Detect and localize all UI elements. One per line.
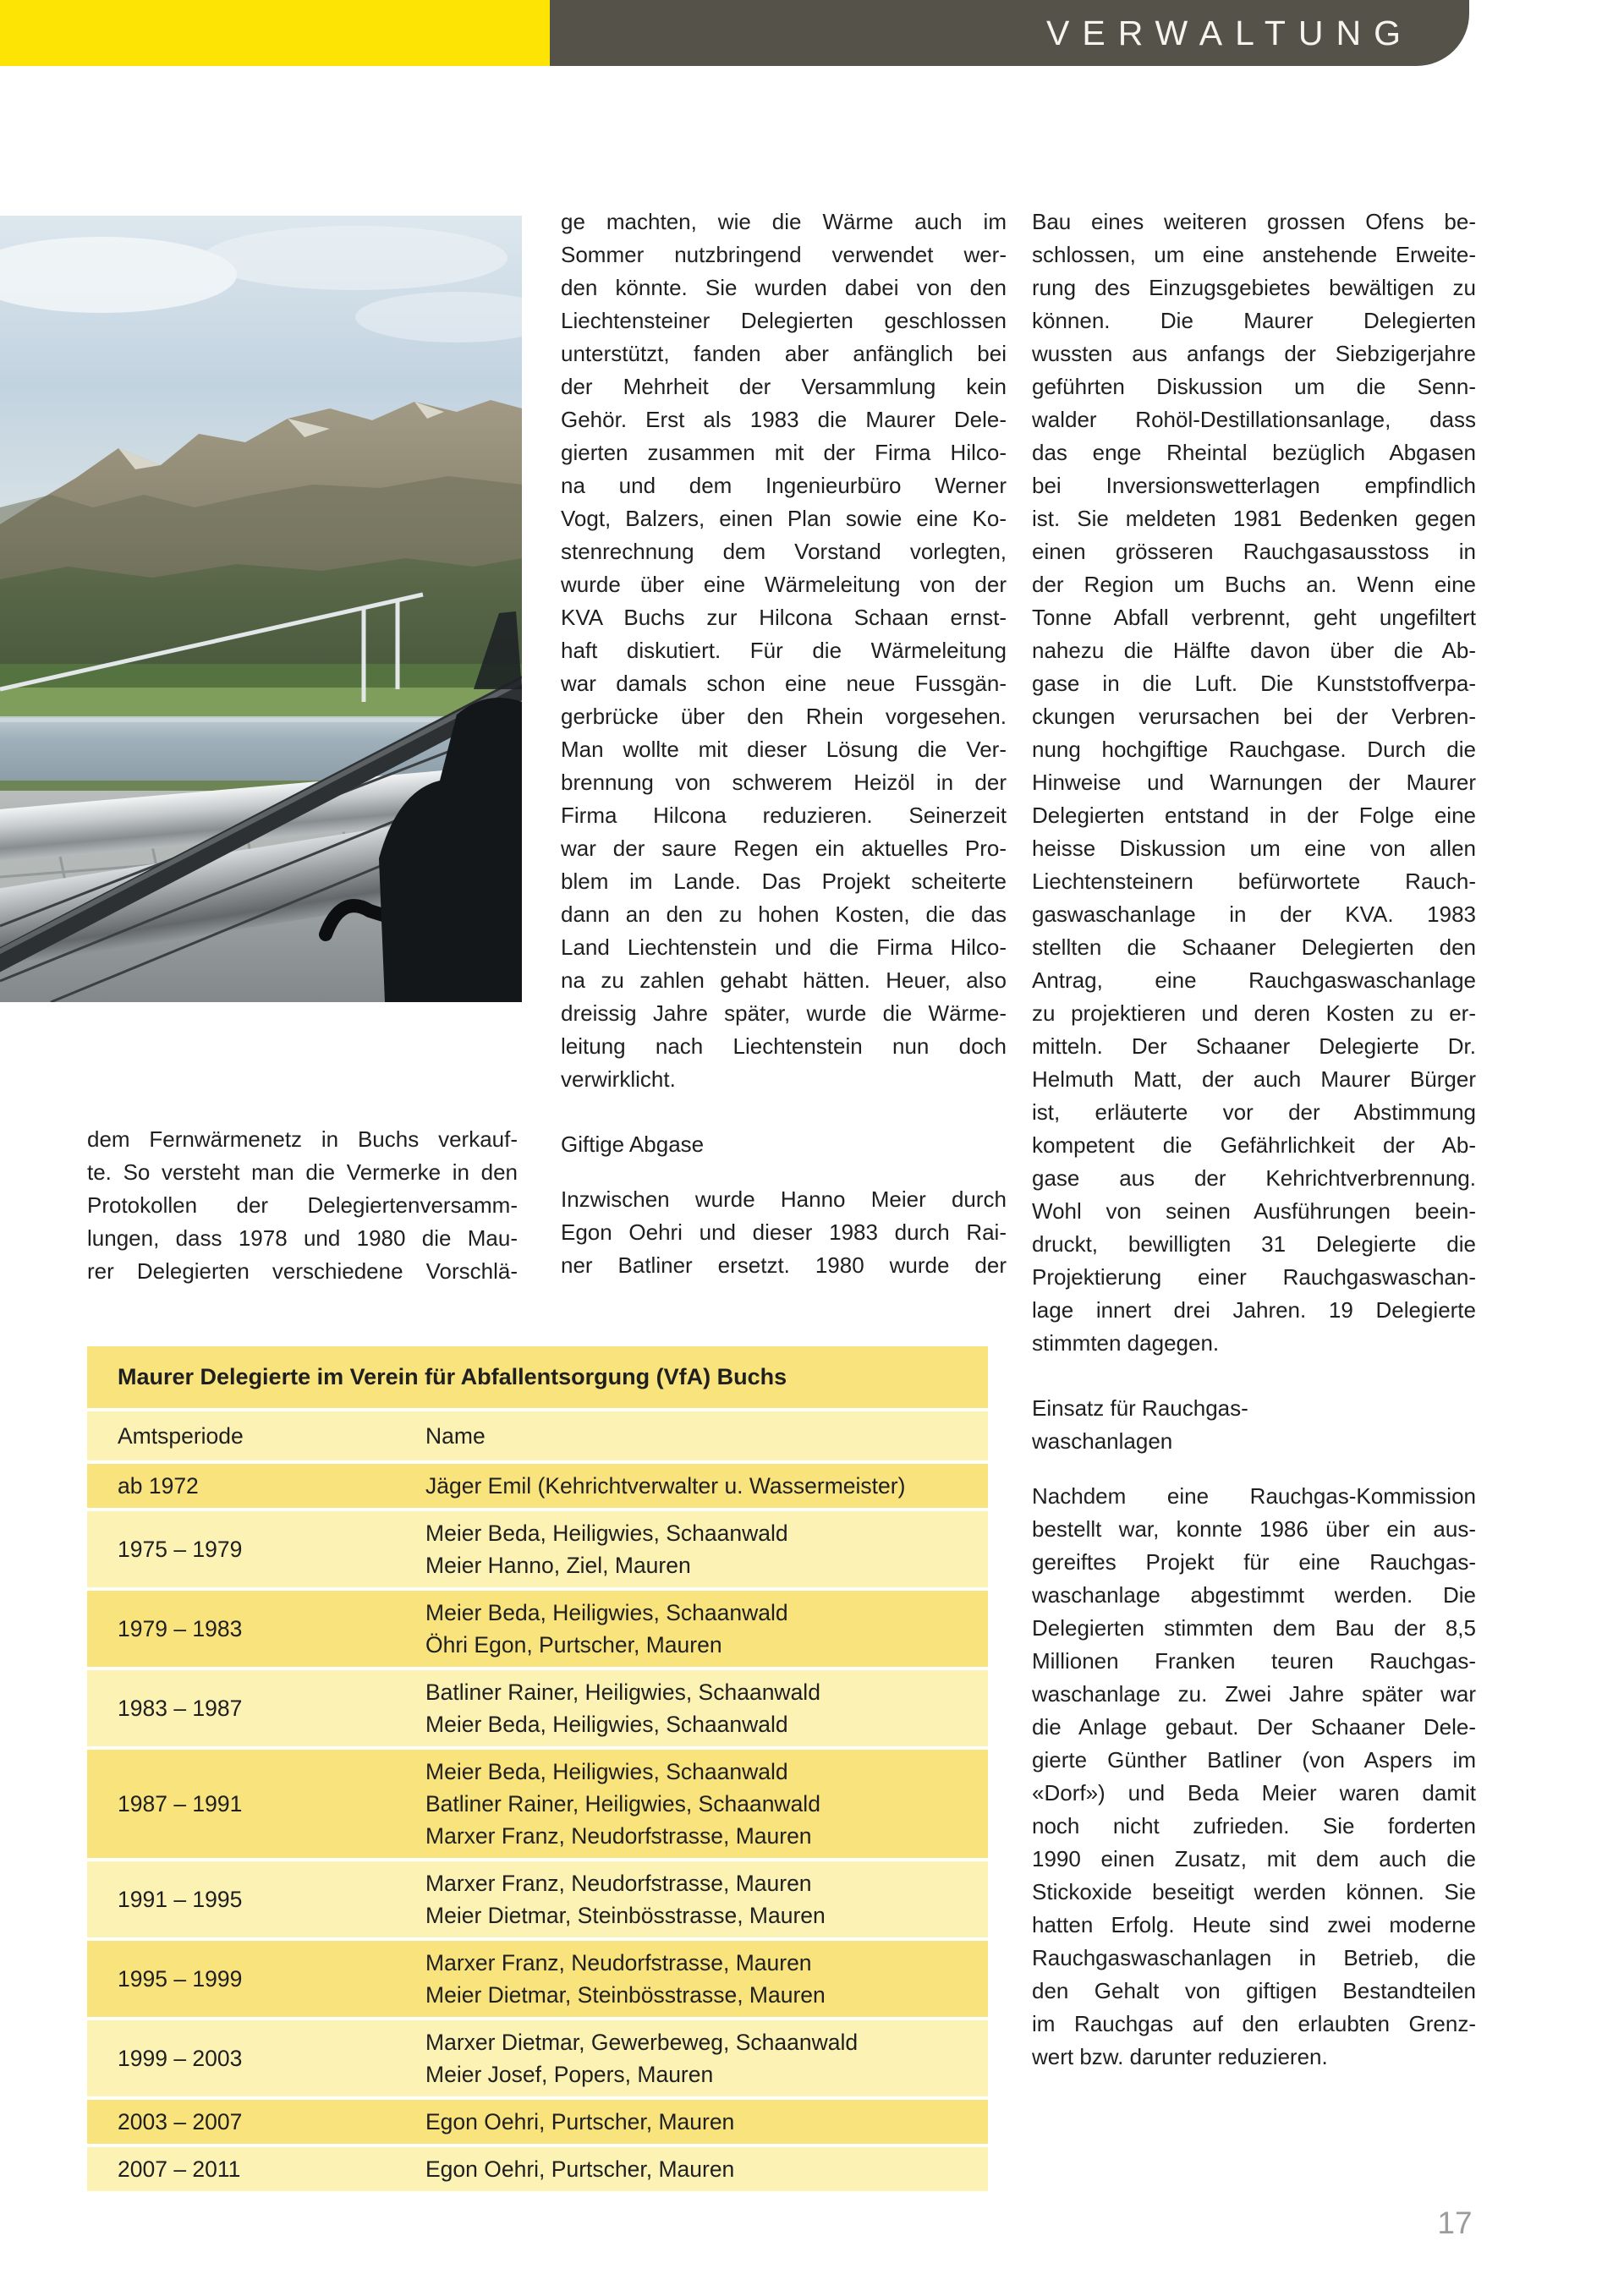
text-line: lungen, dass 1978 und 1980 die Mau-: [87, 1225, 518, 1251]
text-line: bei Inversionswetterlagen empfindlich: [1032, 473, 1476, 498]
text-line: gase in die Luft. Die Kunststoffverpa-: [1032, 671, 1476, 696]
table-cell-names: [425, 1591, 988, 1667]
delegate-name: Batliner Rainer, Heiligwies, Schaanwald: [425, 1791, 820, 1817]
text-line: gerbrücke über den Rhein vorgesehen.: [561, 704, 1007, 729]
table-cell-period: 1975 – 1979: [118, 1537, 243, 1562]
text-line: Giftige Abgase: [561, 1132, 705, 1157]
text-line: wert bzw. darunter reduzieren.: [1032, 2044, 1328, 2069]
text-line: nahezu die Hälfte davon über die Ab-: [1032, 638, 1476, 663]
text-line: Inzwischen wurde Hanno Meier durch: [561, 1186, 1007, 1212]
table-row: [87, 1670, 988, 1746]
page-number: 17: [1437, 2206, 1473, 2240]
table-cell-period: 1987 – 1991: [118, 1791, 243, 1817]
text-line: wurde über eine Wärmeleitung von der: [561, 572, 1007, 597]
bridge-photo-illustration: [0, 216, 522, 1002]
text-line: kompetent die Gefährlichkeit der Ab-: [1032, 1132, 1476, 1158]
delegate-name: Meier Beda, Heiligwies, Schaanwald: [425, 1521, 788, 1546]
text-line: Rauchgaswaschanlagen in Betrieb, die: [1032, 1945, 1476, 1970]
table-row: [87, 1591, 988, 1667]
text-line: Delegierten stimmten dem Bau der 8,5: [1032, 1615, 1476, 1641]
delegate-name: Meier Dietmar, Steinbösstrasse, Mauren: [425, 1903, 826, 1928]
text-line: unterstützt, fanden aber anfänglich bei: [561, 341, 1007, 366]
text-line: Tonne Abfall verbrennt, geht ungefiltert: [1032, 605, 1476, 630]
table-row: [87, 1464, 988, 1508]
text-line: den Gehalt von giftigen Bestandteilen: [1032, 1978, 1476, 2003]
text-line: Liechtensteinern befürwortete Rauch-: [1032, 869, 1476, 894]
text-line: können. Die Maurer Delegierten: [1032, 308, 1476, 333]
text-line: Man wollte mit dieser Lösung die Ver-: [561, 737, 1007, 762]
delegate-name: Egon Oehri, Purtscher, Mauren: [425, 2156, 735, 2182]
text-line: te. So versteht man die Vermerke in den: [87, 1159, 518, 1185]
text-line: haft diskutiert. Für die Wärmeleitung: [561, 638, 1007, 663]
text-line: Gehör. Erst als 1983 die Maurer Dele-: [561, 407, 1007, 432]
subheading: [1032, 1392, 1476, 1458]
table-cell-period: 1979 – 1983: [118, 1616, 243, 1641]
delegate-name: Marxer Franz, Neudorfstrasse, Mauren: [425, 1871, 812, 1896]
text-line: heisse Diskussion um eine von allen: [1032, 836, 1476, 861]
table-title: Maurer Delegierte im Verein für Abfallentsorgung (VfA) Buchs: [87, 1346, 988, 1408]
text-line: war damals schon eine neue Fussgän-: [561, 671, 1007, 696]
bridge-photo: [0, 216, 522, 1002]
accent-bar: [0, 0, 550, 66]
text-line: ckungen verursachen bei der Verbren-: [1032, 704, 1476, 729]
text-line: war der saure Regen ein aktuelles Pro-: [561, 836, 1007, 861]
text-line: ist, erläuterte vor der Abstimmung: [1032, 1099, 1476, 1125]
delegate-name: Batliner Rainer, Heiligwies, Schaanwald: [425, 1680, 820, 1705]
text-line: waschanlage zu. Zwei Jahre später war: [1032, 1681, 1476, 1707]
text-line: gierte Günther Batliner (von Aspers im: [1032, 1747, 1476, 1773]
table-header-row: [87, 1411, 988, 1460]
table-cell-period: 1999 – 2003: [118, 2046, 243, 2071]
table-cell-period: 2003 – 2007: [118, 2109, 243, 2134]
text-line: der Mehrheit der Versammlung kein: [561, 374, 1007, 399]
delegate-name: Meier Beda, Heiligwies, Schaanwald: [425, 1600, 788, 1625]
text-line: Bau eines weiteren grossen Ofens be-: [1032, 209, 1476, 234]
text-line: gase aus der Kehrichtverbrennung.: [1032, 1165, 1476, 1191]
table-row: [87, 2020, 988, 2096]
table-cell-period: 1991 – 1995: [118, 1887, 243, 1912]
text-line: gierten zusammen mit der Firma Hilco-: [561, 440, 1007, 465]
text-line: «Dorf») und Beda Meier waren damit: [1032, 1780, 1476, 1806]
table-row: [87, 2147, 988, 2191]
delegate-name: Meier Dietmar, Steinbösstrasse, Mauren: [425, 1982, 826, 2008]
delegate-name: Meier Beda, Heiligwies, Schaanwald: [425, 1712, 788, 1737]
text-line: den könnte. Sie wurden dabei von den: [561, 275, 1007, 300]
table-cell-names: [425, 2147, 988, 2191]
paragraph: [1032, 1480, 1476, 2074]
text-line: noch nicht zufrieden. Sie forderten: [1032, 1813, 1476, 1838]
text-line: wussten aus anfangs der Siebzigerjahre: [1032, 341, 1476, 366]
text-line: brennung von schwerem Heizöl in der: [561, 770, 1007, 795]
table-cell-names: [425, 1941, 988, 2017]
delegate-name: Meier Beda, Heiligwies, Schaanwald: [425, 1759, 788, 1784]
paragraph: [561, 1183, 1007, 1282]
text-line: waschanlagen: [1032, 1428, 1173, 1454]
text-line: das enge Rheintal bezüglich Abgasen: [1032, 440, 1476, 465]
table-cell-names: [425, 1670, 988, 1746]
text-line: rer Delegierten verschiedene Vorschlä-: [87, 1258, 518, 1284]
text-line: Hinweise und Warnungen der Maurer: [1032, 770, 1476, 795]
text-line: 1990 einen Zusatz, mit dem auch die: [1032, 1846, 1476, 1871]
delegates-table: [87, 1346, 988, 2195]
text-line: hatten Erfolg. Heute sind zwei moderne: [1032, 1912, 1476, 1937]
text-line: Delegierten entstand in der Folge eine: [1032, 803, 1476, 828]
table-cell-names: [425, 1861, 988, 1937]
text-line: Wohl von seinen Ausführungen beein-: [1032, 1198, 1476, 1224]
text-line: die Anlage gebaut. Der Schaaner Dele-: [1032, 1714, 1476, 1740]
text-line: KVA Buchs zur Hilcona Schaan ernst-: [561, 605, 1007, 630]
text-line: Nachdem eine Rauchgas-Kommission: [1032, 1483, 1476, 1509]
text-line: Projektierung einer Rauchgaswaschan-: [1032, 1264, 1476, 1290]
table-cell-period: 1995 – 1999: [118, 1966, 243, 1992]
table-body: [87, 1464, 988, 2191]
text-line: nung hochgiftige Rauchgase. Durch die: [1032, 737, 1476, 762]
text-line: Land Liechtenstein und die Firma Hilco-: [561, 934, 1007, 960]
text-line: Firma Hilcona reduzieren. Seinerzeit: [561, 803, 1007, 828]
delegate-name: Meier Josef, Popers, Mauren: [425, 2062, 714, 2087]
table-cell-period: 1983 – 1987: [118, 1696, 243, 1721]
text-line: druckt, bewilligten 31 Delegierte die: [1032, 1231, 1476, 1257]
delegate-name: Marxer Dietmar, Gewerbeweg, Schaanwald: [425, 2030, 859, 2055]
delegate-name: Öhri Egon, Purtscher, Mauren: [425, 1632, 722, 1658]
text-line: dann an den zu hohen Kosten, die das: [561, 901, 1007, 927]
text-line: Vogt, Balzers, einen Plan sowie eine Ko-: [561, 506, 1007, 531]
paragraph: [1032, 205, 1476, 1360]
delegate-name: Marxer Franz, Neudorfstrasse, Mauren: [425, 1950, 812, 1975]
text-line: walder Rohöl-Destillationsanlage, dass: [1032, 407, 1476, 432]
text-line: gaswaschanlage in der KVA. 1983: [1032, 901, 1476, 927]
text-line: bestellt war, konnte 1986 über ein aus-: [1032, 1516, 1476, 1542]
text-line: stenrechnung dem Vorstand vorlegten,: [561, 539, 1007, 564]
section-header-bar: [550, 0, 1469, 66]
text-line: na und dem Ingenieurbüro Werner: [561, 473, 1007, 498]
column-left: [87, 1123, 518, 1320]
paragraph: [87, 1123, 518, 1288]
delegate-name: Egon Oehri, Purtscher, Mauren: [425, 2109, 735, 2134]
text-line: schlossen, um eine anstehende Erweite-: [1032, 242, 1476, 267]
text-line: Helmuth Matt, der auch Maurer Bürger: [1032, 1066, 1476, 1092]
table-header-period: Amtsperiode: [118, 1423, 244, 1449]
table-cell-names: [425, 1464, 988, 1508]
table-cell-period: ab 1972: [118, 1473, 199, 1499]
paragraph: [561, 205, 1007, 1096]
table-cell-names: [425, 2100, 988, 2144]
text-line: Sommer nutzbringend verwendet wer-: [561, 242, 1007, 267]
text-line: der Region um Buchs an. Wenn eine: [1032, 572, 1476, 597]
table-row: [87, 1941, 988, 2017]
text-line: na zu zahlen gehabt hätten. Heuer, also: [561, 967, 1007, 993]
table-row: [87, 2100, 988, 2144]
text-line: geführten Diskussion um die Senn-: [1032, 374, 1476, 399]
text-line: leitung nach Liechtenstein nun doch: [561, 1033, 1007, 1059]
text-line: mitteln. Der Schaaner Delegierte Dr.: [1032, 1033, 1476, 1059]
text-line: blem im Lande. Das Projekt scheiterte: [561, 869, 1007, 894]
text-line: waschanlage abgestimmt werden. Die: [1032, 1582, 1476, 1608]
text-line: zu projektieren und deren Kosten zu er-: [1032, 1000, 1476, 1026]
text-line: rung des Einzugsgebietes bewältigen zu: [1032, 275, 1476, 300]
text-line: ge machten, wie die Wärme auch im: [561, 209, 1007, 234]
table-cell-names: [425, 1750, 988, 1858]
text-line: ist. Sie meldeten 1981 Bedenken gegen: [1032, 506, 1476, 531]
text-line: dem Fernwärmenetz in Buchs verkauf-: [87, 1126, 518, 1152]
text-line: Millionen Franken teuren Rauchgas-: [1032, 1648, 1476, 1674]
delegate-name: Jäger Emil (Kehrichtverwalter u. Wassermeister): [425, 1473, 906, 1499]
text-line: Stickoxide beseitigt werden können. Sie: [1032, 1879, 1476, 1904]
text-line: Egon Oehri und dieser 1983 durch Rai-: [561, 1219, 1007, 1245]
table-row: [87, 1511, 988, 1587]
text-line: dreissig Jahre später, wurde die Wärme-: [561, 1000, 1007, 1026]
text-line: Einsatz für Rauchgas-: [1032, 1395, 1248, 1421]
subheading: [561, 1128, 1007, 1161]
delegate-name: Meier Hanno, Ziel, Mauren: [425, 1553, 691, 1578]
table-cell-names: [425, 1511, 988, 1587]
table-row: [87, 1861, 988, 1937]
text-line: Liechtensteiner Delegierten geschlossen: [561, 308, 1007, 333]
table-cell-period: 2007 – 2011: [118, 2156, 241, 2182]
column-right: [1032, 205, 1476, 2106]
text-line: im Rauchgas auf den erlaubten Grenz-: [1032, 2011, 1476, 2036]
table-row: [87, 1750, 988, 1858]
text-line: Antrag, eine Rauchgaswaschanlage: [1032, 967, 1476, 993]
text-line: stimmten dagegen.: [1032, 1330, 1220, 1356]
text-line: ner Batliner ersetzt. 1980 wurde der: [561, 1252, 1007, 1278]
text-line: gereiftes Projekt für eine Rauchgas-: [1032, 1549, 1476, 1575]
text-line: verwirklicht.: [561, 1066, 676, 1092]
table-cell-names: [425, 2020, 988, 2096]
table-header-name: Name: [425, 1423, 486, 1449]
delegate-name: Marxer Franz, Neudorfstrasse, Mauren: [425, 1823, 812, 1849]
section-label: VERWALTUNG: [1046, 13, 1413, 52]
text-line: stellten die Schaaner Delegierten den: [1032, 934, 1476, 960]
text-line: Protokollen der Delegiertenversamm-: [87, 1192, 518, 1218]
column-middle: [561, 205, 1007, 1314]
text-line: einen grösseren Rauchgasausstoss in: [1032, 539, 1476, 564]
text-line: lage innert drei Jahren. 19 Delegierte: [1032, 1297, 1476, 1323]
